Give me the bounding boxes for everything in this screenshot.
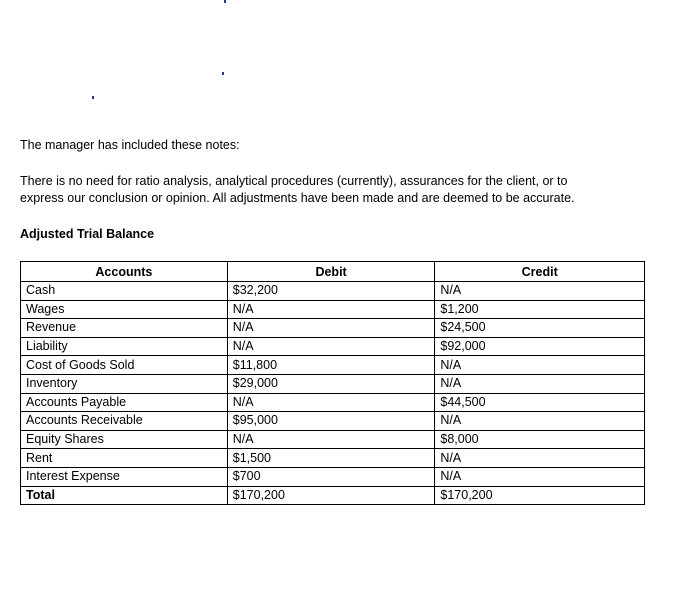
- notes-line-1: There is no need for ratio analysis, analytical procedures (currently), assurances for the client, or to: [20, 174, 568, 188]
- table-row: [21, 300, 645, 319]
- account-cell: Interest Expense: [21, 467, 228, 486]
- account-cell: Cash: [21, 282, 228, 301]
- debit-cell: N/A: [227, 319, 435, 338]
- credit-cell: N/A: [435, 467, 645, 486]
- total-debit: $170,200: [227, 486, 435, 505]
- table-row: [21, 412, 645, 431]
- header-debit: Debit: [227, 262, 435, 282]
- table-row: [21, 374, 645, 393]
- table-row: [21, 393, 645, 412]
- account-cell: Accounts Payable: [21, 393, 228, 412]
- total-credit: $170,200: [435, 486, 645, 505]
- notes-line-2: express our conclusion or opinion. All adjustments have been made and are deemed to be accurate.: [20, 191, 575, 205]
- credit-cell: $44,500: [435, 393, 645, 412]
- credit-cell: N/A: [435, 356, 645, 375]
- notes-intro: The manager has included these notes:: [20, 138, 240, 152]
- trial-balance-table: [20, 261, 645, 505]
- table-title: Adjusted Trial Balance: [20, 227, 155, 241]
- table-row: [21, 467, 645, 486]
- credit-cell: $92,000: [435, 337, 645, 356]
- debit-cell: N/A: [227, 430, 435, 449]
- table-row: [21, 356, 645, 375]
- table-row: [21, 337, 645, 356]
- debit-cell: $95,000: [227, 412, 435, 431]
- total-row: [21, 486, 645, 505]
- debit-cell: N/A: [227, 337, 435, 356]
- stray-mark: [92, 96, 94, 99]
- account-cell: Rent: [21, 449, 228, 468]
- credit-cell: N/A: [435, 412, 645, 431]
- table-row: [21, 282, 645, 301]
- table-header-row: [21, 262, 645, 282]
- table-row: [21, 319, 645, 338]
- account-cell: Equity Shares: [21, 430, 228, 449]
- debit-cell: $11,800: [227, 356, 435, 375]
- credit-cell: $24,500: [435, 319, 645, 338]
- debit-cell: $29,000: [227, 374, 435, 393]
- stray-mark: [222, 72, 224, 75]
- table-row: [21, 430, 645, 449]
- account-cell: Wages: [21, 300, 228, 319]
- debit-cell: $32,200: [227, 282, 435, 301]
- header-accounts: Accounts: [21, 262, 228, 282]
- credit-cell: N/A: [435, 449, 645, 468]
- debit-cell: $1,500: [227, 449, 435, 468]
- credit-cell: N/A: [435, 374, 645, 393]
- debit-cell: N/A: [227, 393, 435, 412]
- table-row: [21, 449, 645, 468]
- debit-cell: N/A: [227, 300, 435, 319]
- account-cell: Inventory: [21, 374, 228, 393]
- credit-cell: $1,200: [435, 300, 645, 319]
- credit-cell: N/A: [435, 282, 645, 301]
- credit-cell: $8,000: [435, 430, 645, 449]
- account-cell: Liability: [21, 337, 228, 356]
- total-label: Total: [21, 486, 228, 505]
- account-cell: Revenue: [21, 319, 228, 338]
- debit-cell: $700: [227, 467, 435, 486]
- stray-mark: [224, 0, 226, 3]
- account-cell: Cost of Goods Sold: [21, 356, 228, 375]
- account-cell: Accounts Receivable: [21, 412, 228, 431]
- header-credit: Credit: [435, 262, 645, 282]
